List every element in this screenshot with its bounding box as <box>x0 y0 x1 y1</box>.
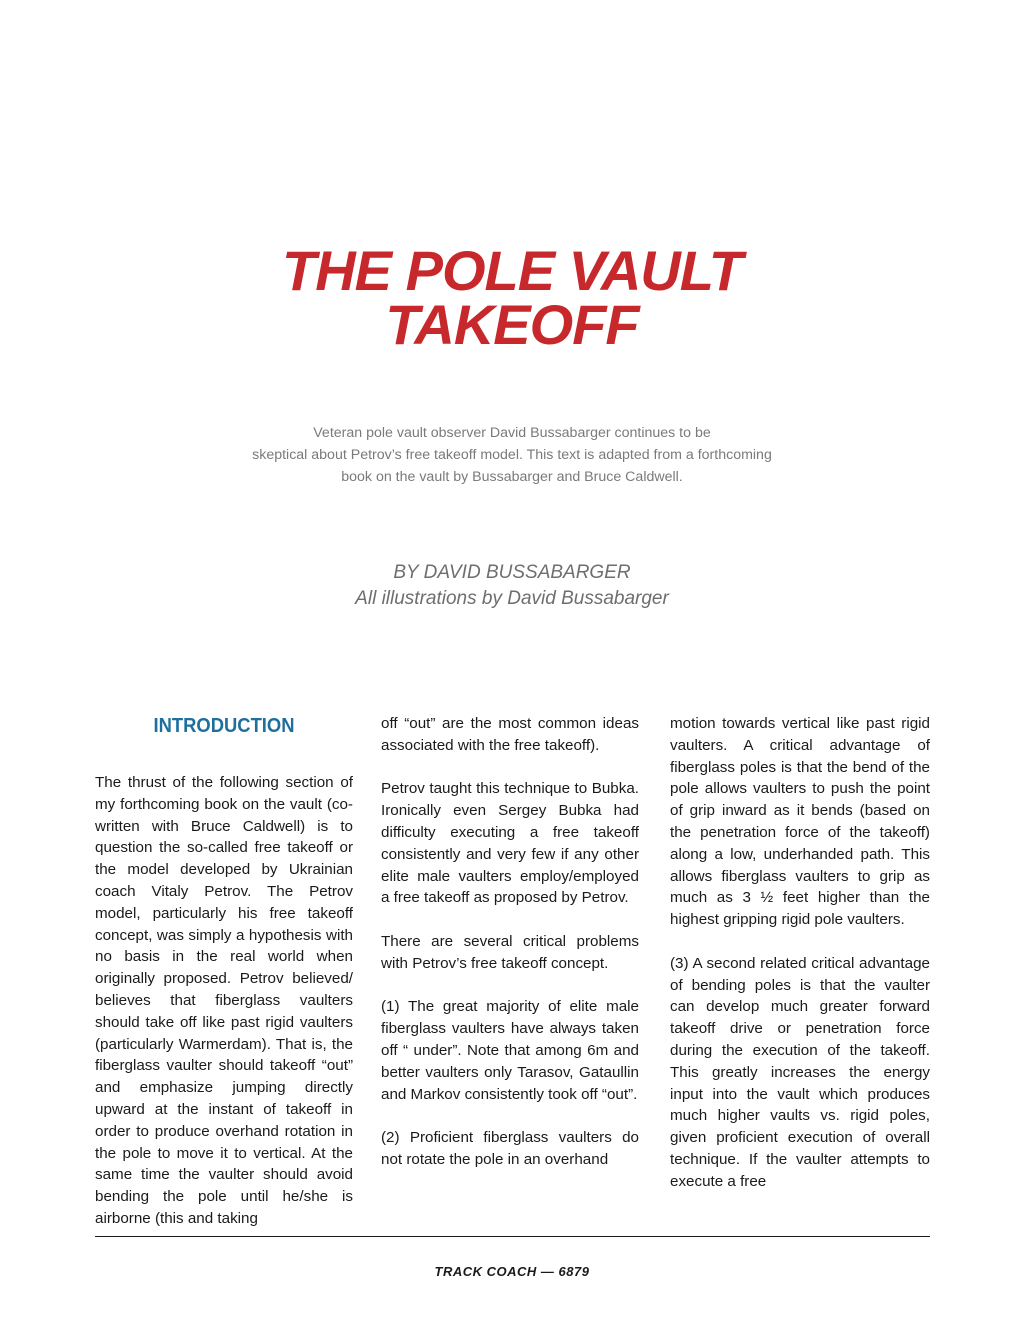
byline-block <box>0 560 1024 612</box>
deck-line-2: skeptical about Petrov’s free takeoff model. This text is adapted from a forthcoming <box>252 447 772 463</box>
text-column-1 <box>95 713 353 1230</box>
text-column-2 <box>381 713 639 1171</box>
title-line-2: TAKEOFF <box>385 293 639 356</box>
paragraph: (1) The great majority of elite male fiberglass vaulters have always taken off “ under”. Note that among 6m and better vaulters only Tarasov, Gataullin and Markov consistently took off “out”. <box>381 998 639 1103</box>
paragraph: motion towards vertical like past rigid vaulters. A critical advantage of fiberglass poles is that the bend of the pole allows vaulters to push the point of grip inward as it bends (based on the penetration force of the takeoff) along a low, underhanded path. This allows fiberglass vaulters to grip as much as 3 ½ feet higher than the highest gripping rigid pole vaulters. <box>670 715 930 929</box>
paragraph: Petrov taught this technique to Bubka. Ironically even Sergey Bubka had difficulty executing a free takeoff consistently and very few if any other elite male vaulters employ/employed a free takeoff as proposed by Petrov. <box>381 780 639 907</box>
deck-line-3: book on the vault by Bussabarger and Bruce Caldwell. <box>341 469 683 485</box>
paragraph: (3) A second related critical advantage of bending poles is that the vaulter can develop much greater forward takeoff drive or penetration force during the execution of the takeoff. This greatly increases the energy input into the vault which produces much higher vaults vs. rigid poles, given proficient execution of overall technique. If the vaulter attempts to execute a free <box>670 954 930 1190</box>
paragraph: (2) Proficient fiberglass vaulters do not rotate the pole in an overhand <box>381 1129 639 1168</box>
article-deck <box>212 422 812 488</box>
section-heading: INTRODUCTION <box>153 715 295 737</box>
title-line-1: THE POLE VAULT <box>282 239 742 302</box>
deck-line-1: Veteran pole vault observer David Bussabarger continues to be <box>313 425 711 441</box>
byline: BY DAVID BUSSABARGER <box>393 562 631 583</box>
illustrations-credit: All illustrations by David Bussabarger <box>355 588 669 609</box>
footer-divider <box>95 1236 930 1237</box>
text-column-3 <box>670 713 930 1193</box>
article-title <box>0 239 1024 356</box>
paragraph: The thrust of the following section of my forthcoming book on the vault (co-written with Bruce Caldwell) is to question the so-called free takeoff or the model developed by Ukrainian coach Vitaly Petrov. The Petrov model, particularly his free takeoff concept, was simply a hypothesis with no basis in the real world when originally proposed. Petrov believed/ believes that fiberglass vaulters should take off like past rigid vaulters (particularly Warmerdam). That is, the fiberglass vaulter should takeoff “out” and emphasize jumping directly upward at the instant of takeoff in order to produce overhand rotation in the pole to move it to vertical. At the same time the vaulter should avoid bending the pole until he/she is airborne (this and taking <box>95 774 353 1227</box>
paragraph: There are several critical problems with Petrov’s free takeoff concept. <box>381 932 639 972</box>
paragraph: off “out” are the most common ideas associated with the free takeoff). <box>381 715 639 754</box>
page-footer: TRACK COACH — 6879 <box>434 1264 590 1279</box>
